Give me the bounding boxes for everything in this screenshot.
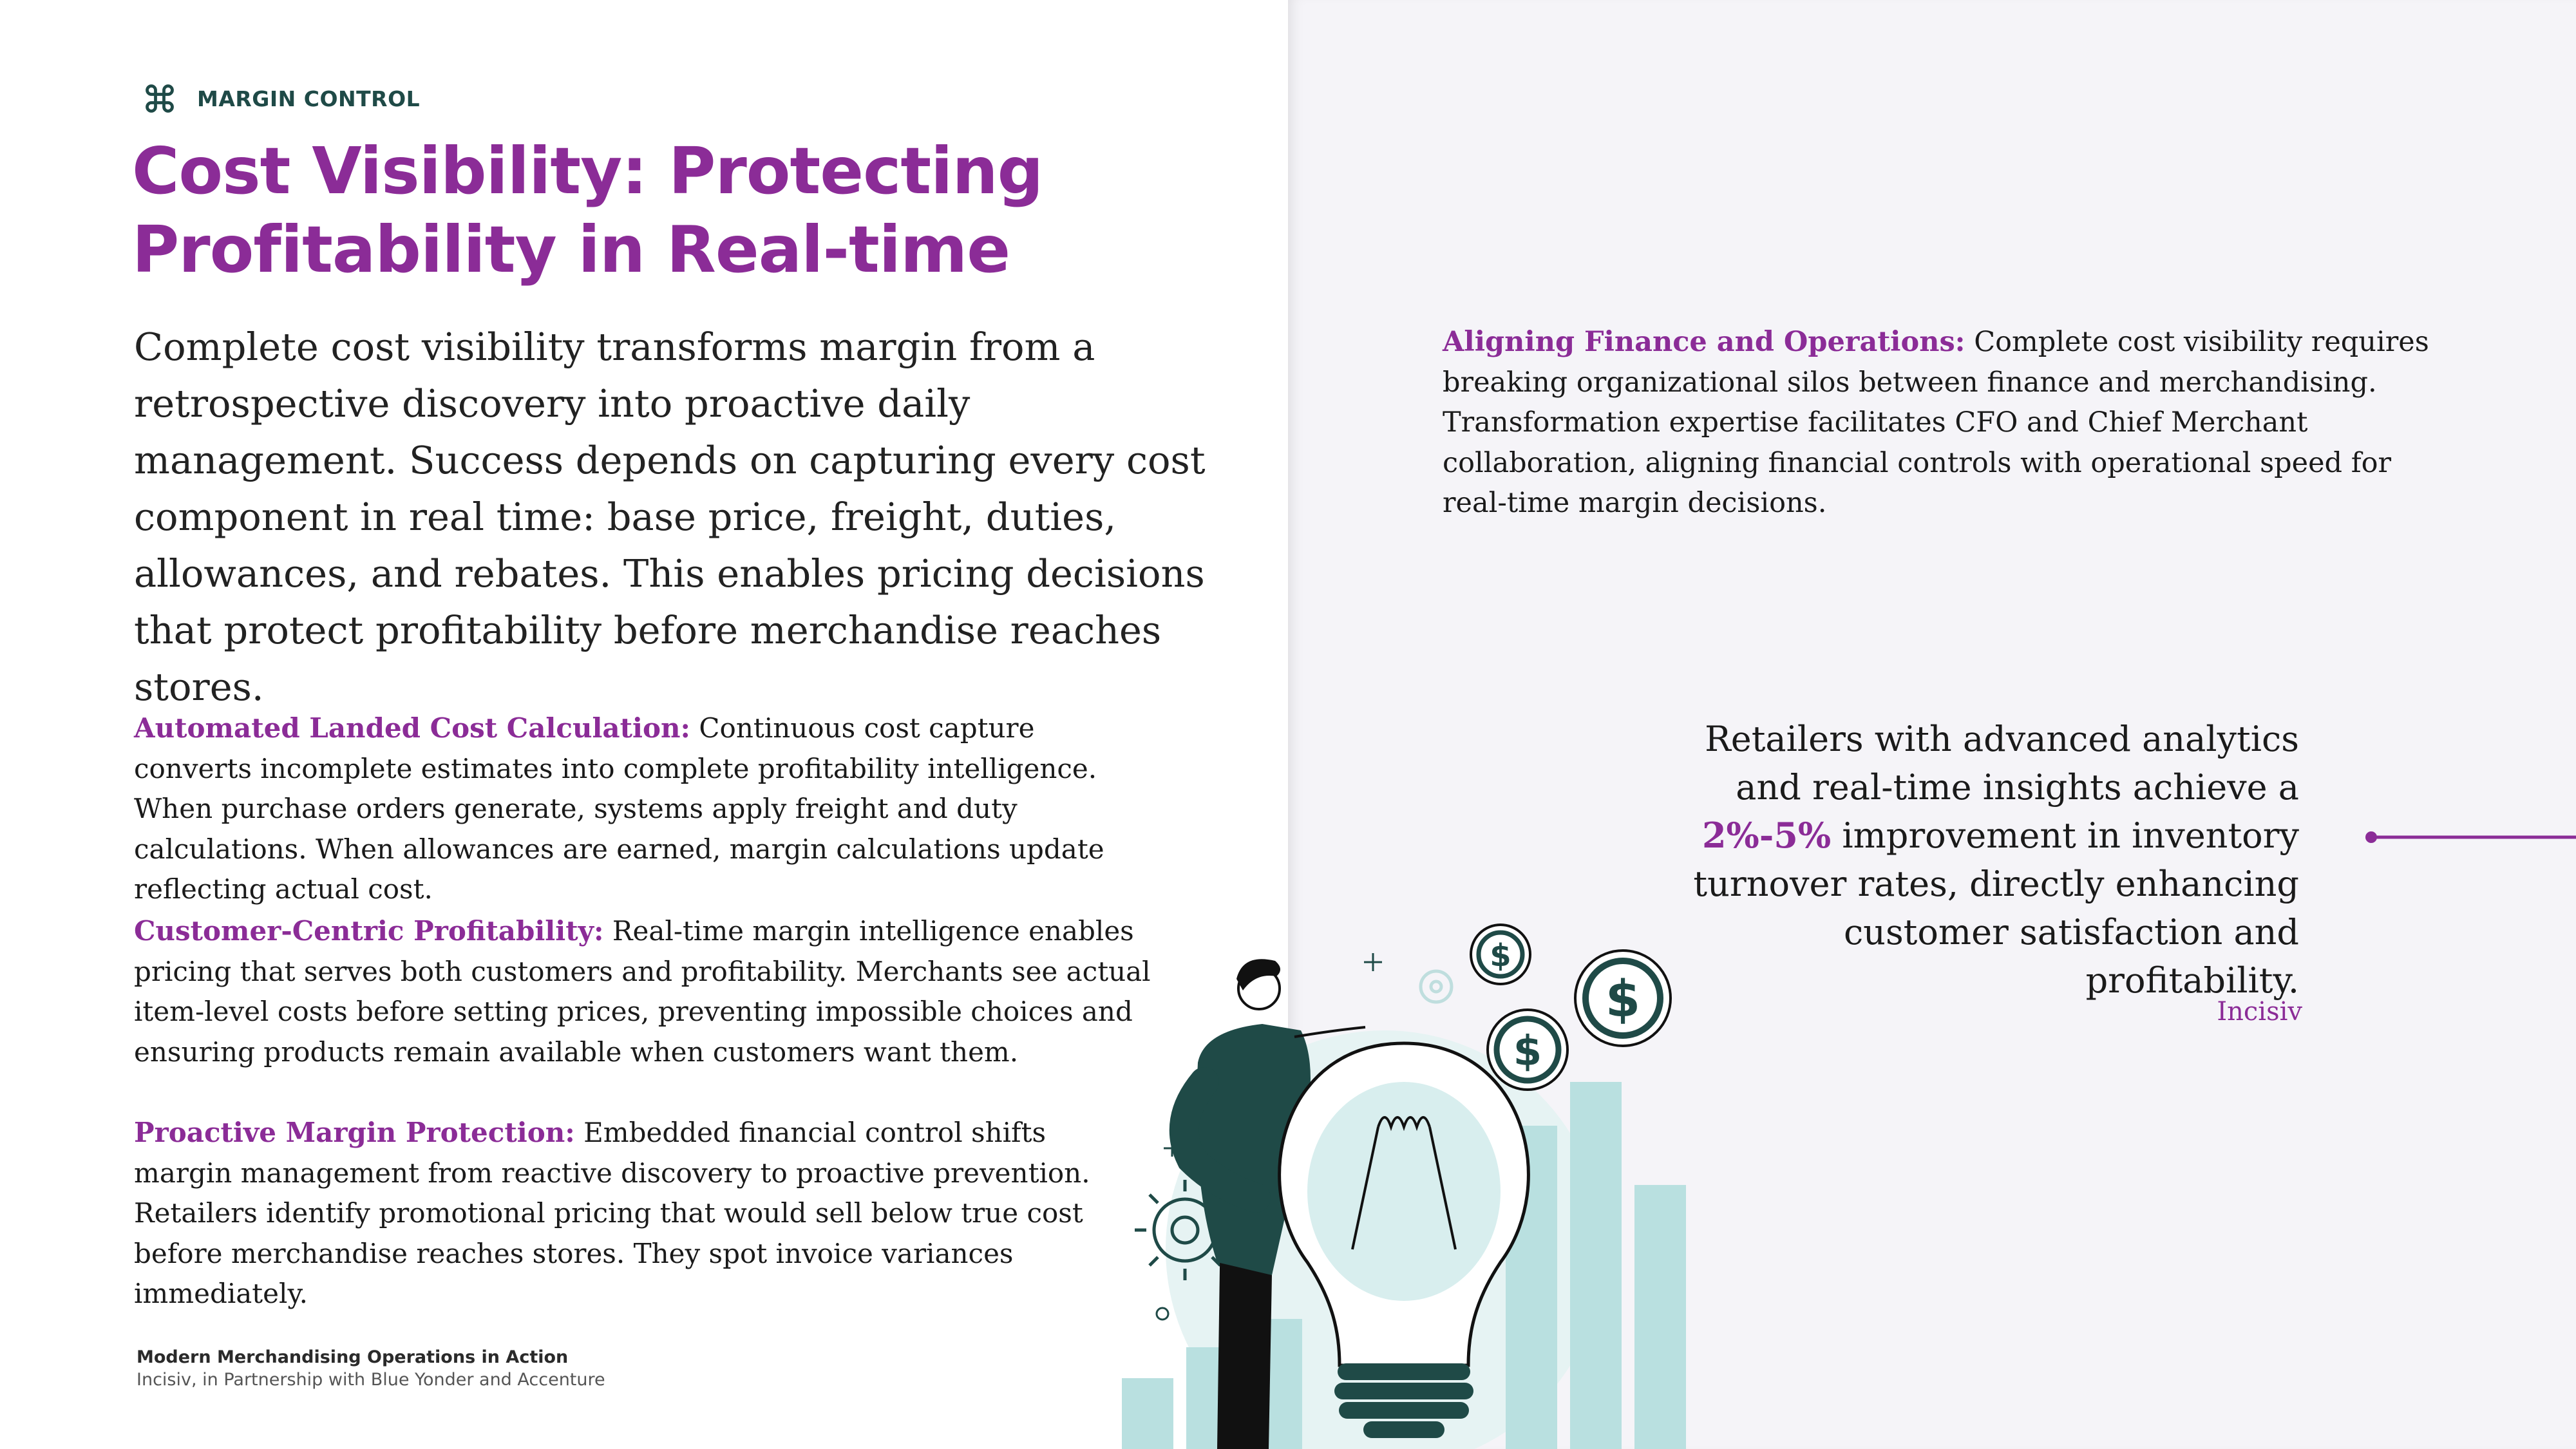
section-customer-profitability — [134, 911, 1151, 1072]
footer — [137, 1346, 605, 1391]
publication-title: Modern Merchandising Operations in Action — [137, 1347, 569, 1367]
partners-line: Incisiv, in Partnership with Blue Yonder and Accenture — [137, 1370, 605, 1390]
accent-line — [2365, 831, 2576, 844]
quote-text-before: Retailers with advanced analytics and real-time insights achieve a — [1705, 719, 2299, 808]
svg-text:$: $ — [1513, 1028, 1542, 1075]
quote-text-after: improvement in inventory turnover rates, directly enhancing customer satisfaction and profitability. — [1693, 815, 2299, 1001]
section-text: Real-time margin intelligence enables pricing that serves both customers and profitability. Merchants see actual item-level costs before setting prices, preventing impossible choices and ensuring products remain available when customers want them. — [134, 915, 1151, 1068]
section-text: Embedded financial control shifts margin management from reactive discovery to proactive prevention. Retailers identify promotional pricing that would sell below true cost before merchandise reaches stores. They spot invoice variances immediately. — [134, 1117, 1090, 1309]
section-landed-cost — [134, 708, 1151, 910]
svg-text:$: $ — [1605, 971, 1641, 1028]
section-lead: Customer-Centric Profitability: — [134, 915, 604, 947]
quote-source: Incisiv — [2217, 997, 2302, 1027]
section-tag — [142, 80, 420, 117]
gear-icon — [1421, 971, 1452, 1002]
person-with-lightbulb-illustration — [1108, 914, 1687, 1449]
dollar-coin-icon — [1488, 1010, 1567, 1090]
dollar-coin-icon — [1471, 925, 1530, 984]
aside-text: Complete cost visibility requires breaking organizational silos between finance and merchandising. Transformation expertise facilitates CFO and Chief Merchant collaboration, aligning financial controls with operational speed for real-time margin decisions. — [1443, 326, 2429, 519]
intro-paragraph: Complete cost visibility transforms margin from a retrospective discovery into proactive daily management. Success depends on capturing every cost component in real time: base price, freight, duties, allowances, and rebates. This enables pricing decisions that protect profitability before merchandise reaches stores. — [134, 325, 1206, 709]
small-circle — [1157, 1308, 1168, 1320]
aside-finance-operations — [1443, 322, 2447, 524]
section-margin-protection — [134, 1113, 1151, 1314]
quote-stat: 2%-5% — [1701, 815, 1832, 856]
dollar-coin-icon — [1575, 951, 1671, 1046]
section-lead: Automated Landed Cost Calculation: — [134, 712, 691, 744]
svg-text:$: $ — [1490, 938, 1511, 974]
pull-quote — [1642, 715, 2299, 1005]
section-text: Continuous cost capture converts incomplete estimates into complete profitability intelligence. When purchase orders generate, systems apply freight and duty calculations. When allowances are earned, margin calculations update reflecting actual cost. — [134, 712, 1104, 905]
page-title: Cost Visibility: Protecting Profitability in Real-time — [132, 133, 1043, 287]
section-lead: Proactive Margin Protection: — [134, 1117, 575, 1148]
command-icon — [142, 80, 178, 117]
aside-lead: Aligning Finance and Operations: — [1443, 326, 1965, 358]
section-label: MARGIN CONTROL — [197, 86, 421, 111]
